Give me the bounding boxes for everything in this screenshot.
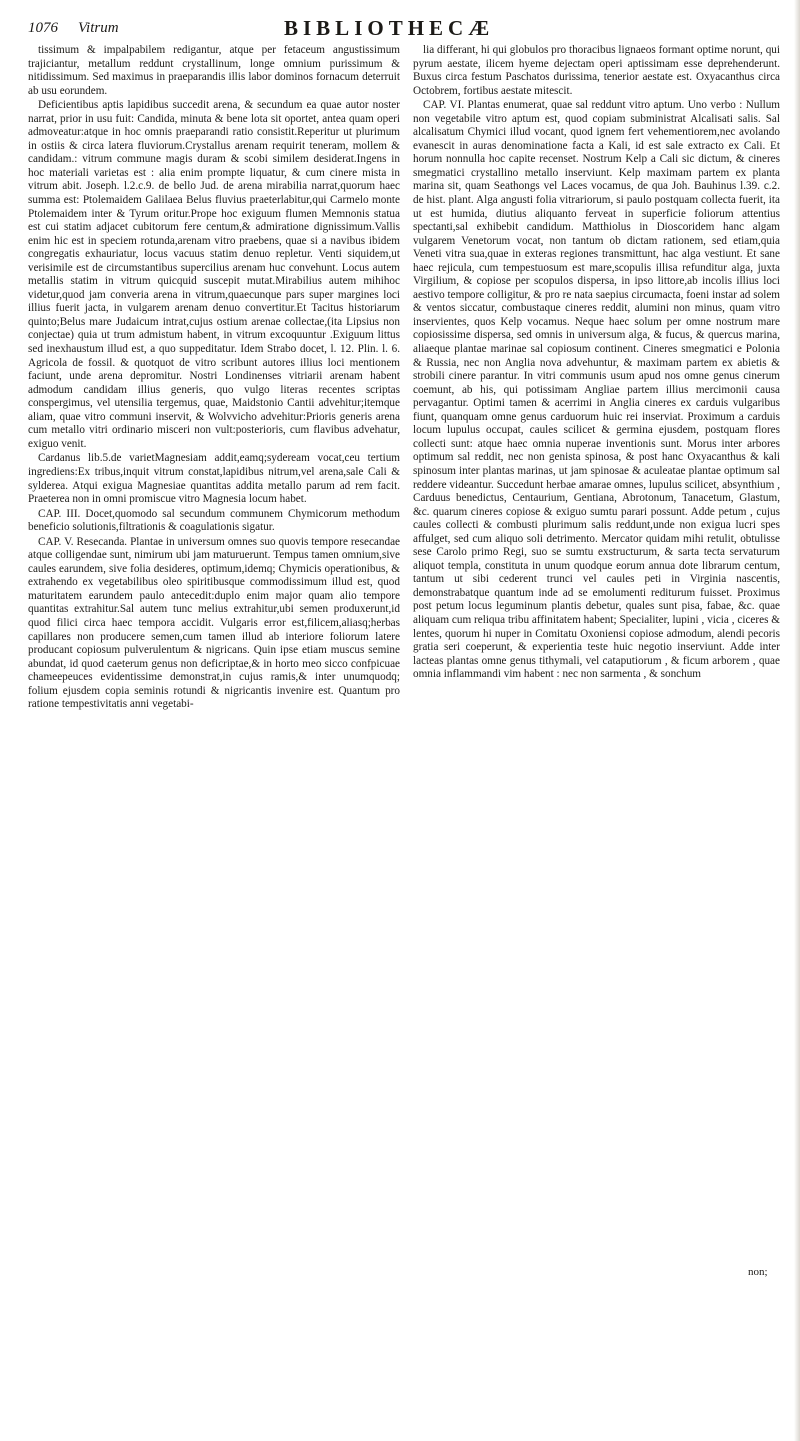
paragraph: CAP. III. Docet,quomodo sal secundum communem Chymicorum methodum beneficio solutionis,filtrationis & coagulationis sigatur. — [28, 507, 400, 534]
paragraph: Cardanus lib.5.de varietMagnesiam addit,eamq;sydeream vocat,ceu tertium ingrediens:Ex tribus,inquit vitrum constat,lapidibus nitrum,vel arena,sale Cali & sylderea. Atqui exigua Magnesiae quantitas addita metallo parum ad rem facit. Praeterea non in omni promiscue vitro Magnesia locum habet. — [28, 452, 400, 506]
paragraph: lia differant, hi qui globulos pro thoracibus lignaeos formant optime norunt, qui pyrum aestate, ilicem hyeme dejectam operi aptissimam esse deprehenderunt. Buxus circa festum Paschatos durissima, tenerior aestate est. Oxyacanthus circa Octobrem, fortibus aestate mitescit. — [413, 44, 780, 97]
page-title: BIBLIOTHECÆ — [284, 16, 495, 40]
paragraph: tissimum & impalpabilem redigantur, atque per fetaceum angustissimum trajiciantur, metallum reddunt crystallinum, longe omnium purissimum & nitidissimum. Sed maximus in praeparandis illis labor dominos fornacum deterruit ab usu eorundem. — [28, 44, 400, 97]
right-column — [413, 44, 780, 1262]
paragraph: Deficientibus aptis lapidibus succedit arena, & secundum ea quae autor noster narrat, prior in usu fuit: Candida, minuta & bene lota sit oportet, antea quam operi admoveatur:atque in hoc omnis praeparandi ratio consistit.Reperitur ut plurimum in ostiis & circa latera fluviorum.Crystallus arenam requirit teneram, mollem & candidam.: vitrum commune magis duram & scobi similem desiderat.Ingens in hoc materiali varietas est : alia enim prompte liquatur, & cum cinere mista in vitrum abit. Joseph. l.2.c.9. de bello Jud. de arena mirabilia narrat,quorum haec summa est: Ptolemaidem Galilaea Belus fluvius praeterlabitur,qui Carmelo monte Ptolemaidem inter & Tyrum oritur.Prope hoc exiguum flumen Memnonis statua est cui statim adjacet cubitorum fere centum,& admiratione dignissimum.Vallis enim hic est in speciem rotunda,arenam vitro praebens, quae si a navibus ibidem congregatis exhauriatur, locus vacuus statim denuo repletur. Venti siquidem,ut verisimile est de circumstantibus supercilius arenam huc convehunt. Locus autem metallis statim in vitrum quicquid suscepit mutat.Mirabilius autem mihihoc videtur,quod jam converia arena in vitrum,quaecunque pars super margines loci illius fuerit jacta, in vulgarem arenam denuo convertitur.Et Tacitus historiarum quinto;Belus mare Judaicum intrat,cujus ostium arenae collectae,(ita Lipsius non conjectae) quia ut trum admistum habent, in vitrum excoquuntur .Exiguum littus sed inexhaustum illud est, a quo suppeditatur. Idem Strabo docet, l. 12. Plin. l. 6. Agricola de fossil. & quotquot de vitro scribunt autores illius loci mentionem faciunt, unde arena depromitur. Nostri Londinenses vitriarii arenam habent admodum candidam illius generis, quo vulgo literas recentes scriptas conspergimus, vel utensilia tergemus, quae, Maidstonio Cantii advehitur;itemque aliam, quae vitro communi inservit, & Wolvvicho advehitur:Prioris generis arena cum metallo vitri ordinario misceri non vult:posterioris, cum flavibus advehatur, exiguo venit. — [28, 99, 400, 450]
page-number: 1076 — [28, 20, 58, 36]
running-head: Vitrum — [78, 20, 119, 36]
page-edge-shadow — [794, 0, 800, 1441]
catchword: non; — [748, 1266, 768, 1278]
page-header — [28, 16, 780, 42]
paragraph: CAP. VI. Plantas enumerat, quae sal reddunt vitro aptum. Uno verbo : Nullum non vegetabile vitro aptum est, quod copiam subministrat Alcalisati salis. Sal alcalisatum Chymici illud vocant, quod ignem fert vehementiorem,nec avolando evanescit in auras denominatione facta a Kali, id est sale extracto ex Cali. Et horum nonnulla hoc capite recenset. Nostrum Kelp a Cali sic dictum, & cineres smegmatici crystallino metallo inserviunt. Kelp maximam partem ex planta marina sit, quam Seathongs vel Laces vocamus, de qua Joh. Bauhinus l.39. c.2. de hist. plant. Alga angusti folia vitrariorum, si paulo postquam collecta fuerit, ita ut est humida, diutius aliquanto ferveat in superficie foliorum attentius spectanti,sal exhibebit candidum. Matthiolus in Dioscoridem hanc algam vulgarem Venetorum vocat, non tantum ob dictam rationem, sed etiam,quia Veneti vitra sua,quae in exteras regiones transmittunt, hac alga vestiunt. Et sane haec rejicula, cum tempestuosum est mare,scopulis illisa refunditur alga, juxta Virgilium, & copiose per scopulos dispersa, in ipso littore,ab incolis illius loci aestivo tempore colligitur, & pro re nata saepius circumacta, foeni instar ad solem & ventos siccatur, combustaque cineres reddit, alumini non minus, quam vitro inservientes, quos Kelp vocamus. Neque haec solum per omne nostrum mare copiosissime dispersa, sed omnis in universum alga, & fucus, & quercus marina, aliaeque plantae marinae sal copiosum continent. Cineres smegmatici e Polonia & Russia, nec non Anglia nova advehuntur, & maximam partem ex abietis & strobili cinere parantur. In vitri communis usum apud nos omne genus cinerum coemunt, ab his, qui potissimam Angliae partem illius mercimonii causa pervagantur. Optimi tamen & acerrimi in Anglia cineres ex carduis vulgaribus fiunt, quanquam omne genus carduorum huic rei inserviat. Proximum a carduis locum lupulus occupat, caules scilicet & germina ejusdem, postquam flores collecti sunt: atque haec omnia nuperae inventionis sunt. Morus inter arbores optimum sal reddit, nec non genista spinosa, & post hanc Oxyacanthus & kali spinosum inter plantas marinas, ut jam spinosae & aculeatae plantae optimum sal reddere videantur. Succedunt herbae amarae omnes, lupulus scilicet, absynthium , Carduus benedictus, Centaurium, Gentiana, Abrotonum, Tanacetum, Glastum, &c. quarum cineres copiose & exiguo sumtu parari possunt. Adde petum , cujus caules collecti & combusti plurimum salis reddunt,unde non exigua lucri spes affulget, sed cum aliquo soli detrimento. Mercator quidam mihi retulit, obtulisse sese Carolo primo Regi, suo se sumtu exstructurum, & sarta tecta servaturum aliquot templa, constituta in unum quodque eorum annua dote librarum centum, tantum ut sibi cederent trunci vel caules peti in Virginia nascentis, demonstrabatque quantum inde ad se emolumenti rediturum fuisset. Proximus post petum locus leguminum plantis debetur, quales sunt pisa, fabae, &c. quae aliquam cum reliqua tribu affinitatem habent; Specialiter, lupini , vicia , ciceres & lentes, quorum hi nuper in Comitatu Oxoniensi copiose admodum, alendi pecoris gratia seri coeperunt, & experientia teste huic negotio inserviunt. Adde inter lacteas plantas omne genus tithymali, vel cataputiorum , & ficum arborem , quae omnia inflammandi vim habent : nec non sarmenta , & sonchum — [413, 99, 780, 681]
paragraph: CAP. V. Resecanda. Plantae in universum omnes suo quovis tempore resecandae atque colligendae sunt, nimirum ubi jam maturuerunt. Tempus tamen omnium,sive caules earundem, sive folia desideres, optimum,idemq; Chymicis operationibus, & extrahendo ex vegetabilibus oleo spiritibusque commodissimum illud est, quod maturitatem earundem paulo antecedit:duplo enim major quam alio tempore quantitas extrahitur.Sal autem tunc melius extrahitur,ubi semen produxerunt,id quod filici circa haec tempora accidit. Vulgaris error est,filicem,aliasq;herbas capillares non producere semen,cum tamen illud ab interiore foliorum latere producant copiosum pulverulentum & nigricans. Quin ipse etiam muscus semine abundat, id quod caeterum genus non deficriptae,& in horto meo sicco confpicuae chameepeuces evidentissime demonstrat,in cujus ramis,& inter unumquodq; folium ejusdem copia seminis rotundi & nigricantis invenire est. Quantum pro ratione tempestivitatis anni vegetabi- — [28, 535, 400, 711]
left-column — [28, 44, 400, 1209]
